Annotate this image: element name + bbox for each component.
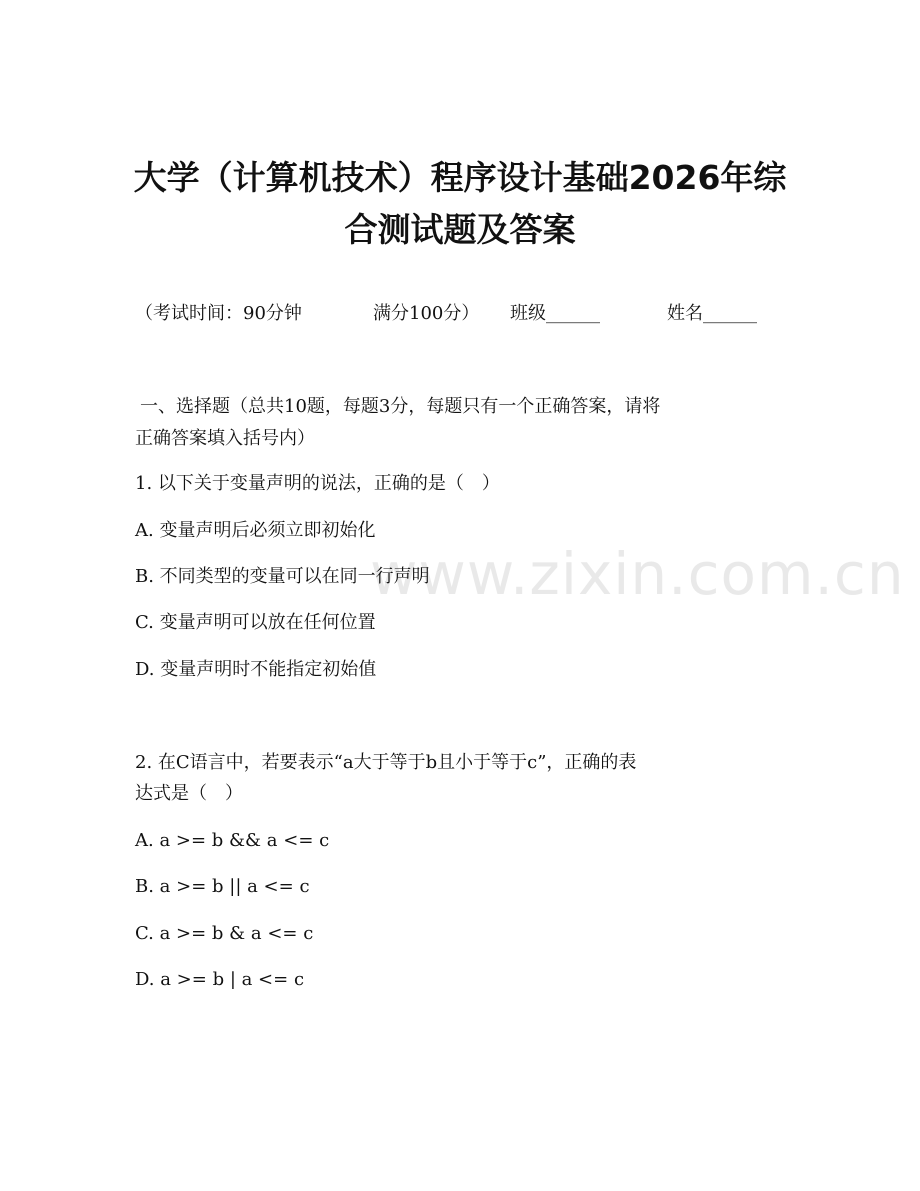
watermark: www.zixin.com.cn [370,540,905,608]
document-title-line-1: 大学（计算机技术）程序设计基础2026年综 [133,158,787,197]
question-2-option-d: D. a >= b | a <= c [135,969,305,990]
question-2-option-a: A. a >= b && a <= c [135,830,330,851]
question-2-stem-line-1: 2. 在C语言中，若要表示“a大于等于b且小于等于c”，正确的表 [135,752,637,773]
question-2-option-c: C. a >= b & a <= c [135,923,314,944]
section-heading-line-1: 一、选择题（总共10题，每题3分，每题只有一个正确答案，请将 [140,396,661,417]
question-1-option-a: A. 变量声明后必须立即初始化 [135,520,376,541]
question-2-stem-line-2: 达式是（ ） [135,783,243,804]
name-field: 姓名______ [667,303,757,324]
question-1-option-d: D. 变量声明时不能指定初始值 [135,659,377,680]
exam-score: 满分100分） [373,303,480,324]
question-2-option-b: B. a >= b || a <= c [135,876,310,897]
document-title-line-2: 合测试题及答案 [344,210,576,249]
question-1-option-b: B. 不同类型的变量可以在同一行声明 [135,566,430,587]
question-1-option-c: C. 变量声明可以放在任何位置 [135,612,376,633]
question-1-stem: 1. 以下关于变量声明的说法，正确的是（ ） [135,473,500,494]
section-heading-line-2: 正确答案填入括号内） [135,428,315,449]
class-field: 班级______ [510,303,600,324]
exam-time: （考试时间：90分钟 [135,303,302,324]
